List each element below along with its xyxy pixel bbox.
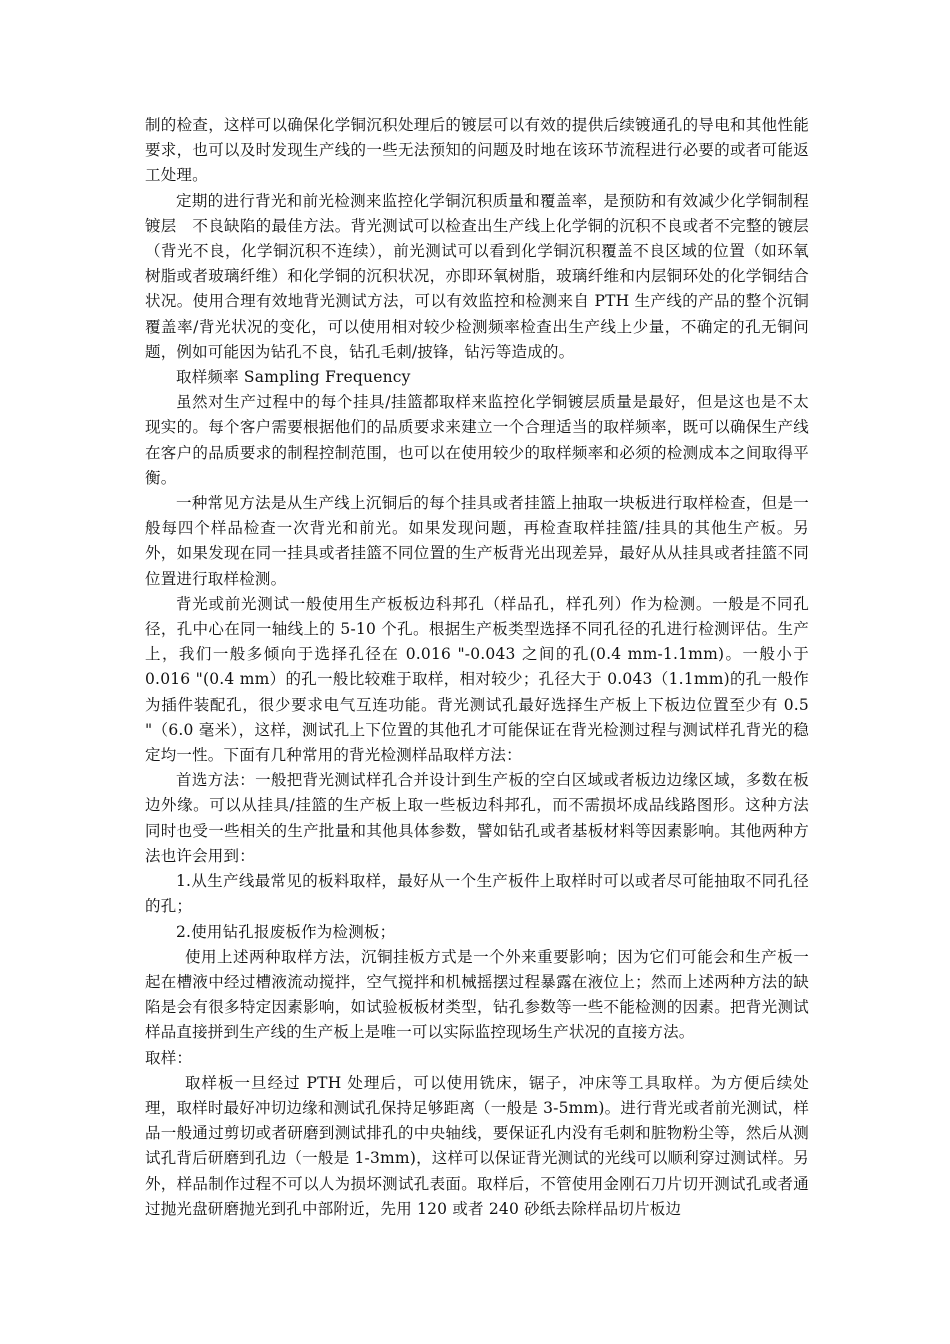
paragraph-sampling-rate: 虽然对生产过程中的每个挂具/挂篮都取样来监控化学铜镀层质量是最好，但是这也是不太现实的。每个客户需要根据他们的品质要求来建立一个合理适当的取样频率，既可以确保生产线在客户的品质要求的制程控制范围，也可以在使用较少的取样频率和必须的检测成本之间取得平衡。 (145, 393, 809, 487)
section-heading-sampling: 取样： (145, 1048, 193, 1067)
document-page (145, 113, 809, 1222)
paragraph-preferred-method: 首选方法：一般把背光测试样孔合并设计到生产板的空白区域或者板边边缘区域，多数在板边外缘。可以从挂具/挂篮的生产板上取一些板边科邦孔，而不需损坏成品线路图形。这种方法同时也受一些相关的生产批量和其他具体参数，譬如钻孔或者基板材料等因素影响。其他两种方法也许会用到： (145, 771, 809, 865)
paragraph-inspection-intro: 制的检查，这样可以确保化学铜沉积处理后的镀层可以有效的提供后续镀通孔的导电和其他性能要求，也可以及时发现生产线的一些无法预知的问题及时地在该环节流程进行必要的或者可能返工处理。 (145, 116, 809, 185)
paragraph-sample-preparation: 取样板一旦经过 PTH 处理后，可以使用铣床，锯子，冲床等工具取样。为方便后续处理，取样时最好冲切边缘和测试孔保持足够距离（一般是 3-5mm)。进行背光或者前光测试，样品一般通过剪切或者研磨到测试排孔的中央轴线，要保证孔内没有毛刺和脏物粉尘等，然后从测试孔背后研磨到孔边（一般是 1-3mm)，这样可以保证背光测试的光线可以顺利穿过测试样。另外，样品制作过程不可以人为损坏测试孔表面。取样后，不管使用金刚石刀片切开测试孔或者通过抛光盘研磨抛光到孔中部附近，先用 120 或者 240 砂纸去除样品切片板边 (145, 1073, 809, 1218)
paragraph-common-method: 一种常见方法是从生产线上沉铜后的每个挂具或者挂篮上抽取一块板进行取样检查，但是一般每四个样品检查一次背光和前光。如果发现问题，再检查取样挂篮/挂具的其他生产板。另外，如果发现在同一挂具或者挂篮不同位置的生产板背光出现差异，最好从从挂具或者挂篮不同位置进行取样检测。 (145, 494, 809, 588)
section-heading-sampling-frequency: 取样频率 Sampling Frequency (176, 368, 411, 387)
paragraph-backlight-frontlight: 定期的进行背光和前光检测来监控化学铜沉积质量和覆盖率，是预防和有效减少化学铜制程镀层 不良缺陷的最佳方法。背光测试可以检查出生产线上化学铜的沉积不良或者不完整的镀层（背光不良，化学铜沉积不连续），前光测试可以看到化学铜沉积覆盖不良区域的位置（如环氧树脂或者玻璃纤维）和化学铜的沉积状况，亦即环氧树脂，玻璃纤维和内层铜环处的化学铜结合状况。使用合理有效地背光测试方法，可以有效监控和检测来自 PTH 生产线的产品的整个沉铜覆盖率/背光状况的变化，可以使用相对较少检测频率检查出生产线上少量，不确定的孔无铜问题，例如可能因为钻孔不良，钻孔毛刺/披锋，钻污等造成的。 (145, 191, 809, 361)
list-item-2: 2.使用钻孔报废板作为检测板； (176, 922, 396, 941)
paragraph-method-drawbacks: 使用上述两种取样方法，沉铜挂板方式是一个外来重要影响；因为它们可能会和生产板一起在槽液中经过槽液流动搅拌，空气搅拌和机械摇摆过程暴露在液位上；然而上述两种方法的缺陷是会有很多特定因素影响，如试验板板材类型，钻孔参数等一些不能检测的因素。把背光测试样品直接拼到生产线的生产板上是唯一可以实际监控现场生产状况的直接方法。 (145, 947, 809, 1042)
list-item-1: 1.从生产线最常见的板料取样，最好从一个生产板件上取样时可以或者尽可能抽取不同孔径的孔； (145, 872, 809, 916)
paragraph-coupon-holes: 背光或前光测试一般使用生产板板边科邦孔（样品孔，样孔列）作为检测。一般是不同孔径，孔中心在同一轴线上的 5-10 个孔。根据生产板类型选择不同孔径的孔进行检测评估。生产上，我们一般多倾向于选择孔径在 0.016 "-0.043 之间的孔(0.4 mm-1.1mm)。一般小于 0.016 "(0.4 mm）的孔一般比较难于取样，相对较少；孔径大于 0.043（1.1mm)的孔一般作为插件装配孔，很少要求电气互连功能。背光测试孔最好选择生产板上下板边位置至少有 0.5 "（6.0 毫米），这样，测试孔上下位置的其他孔才可能保证在背光检测过程与测试样孔背光的稳定均一性。下面有几种常用的背光检测样品取样方法： (145, 594, 809, 765)
